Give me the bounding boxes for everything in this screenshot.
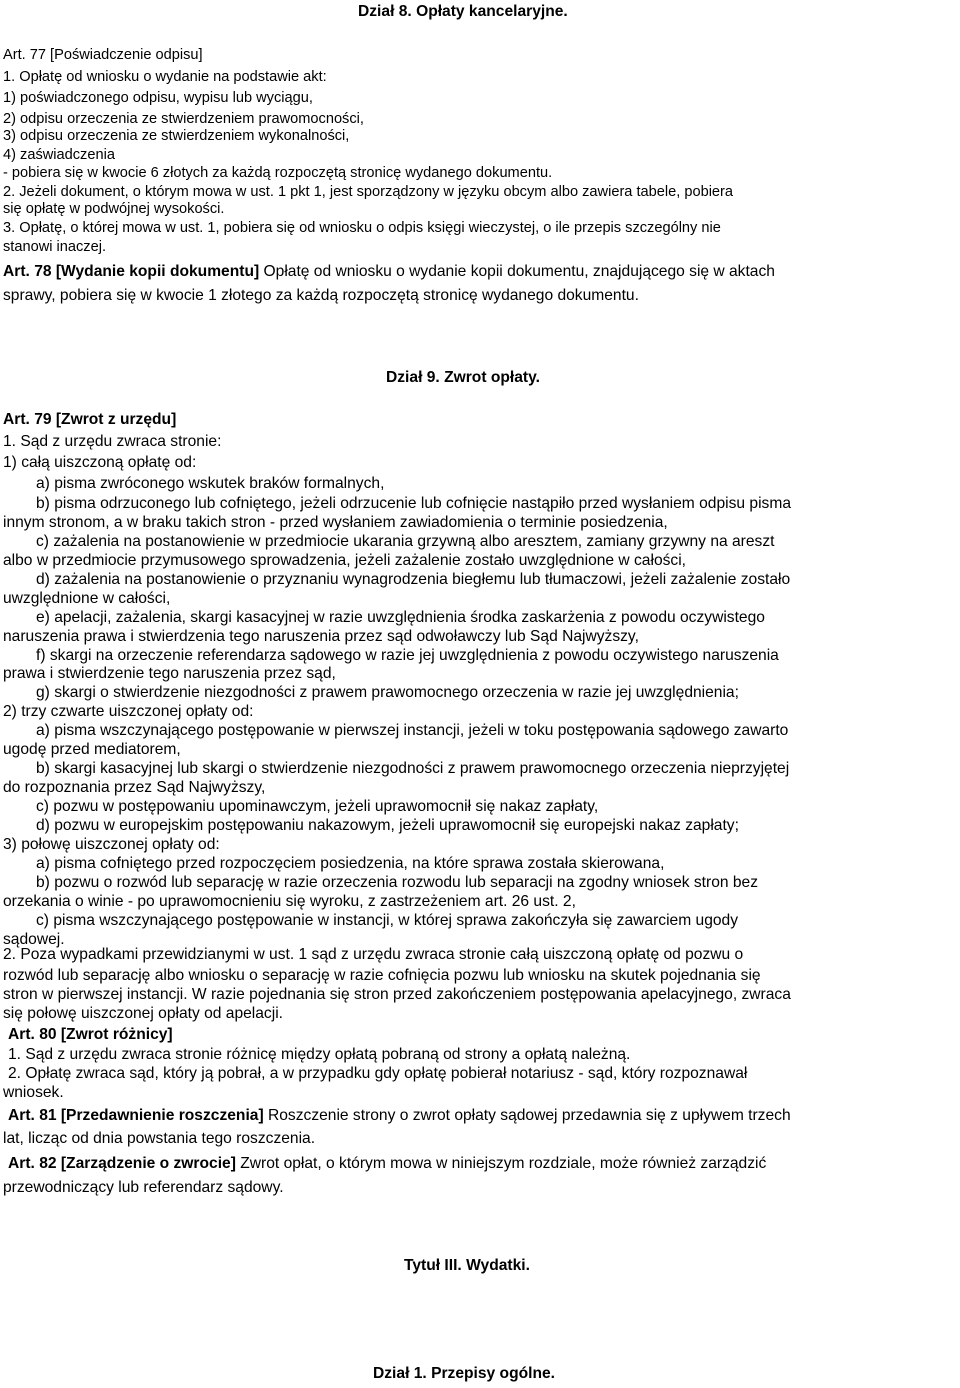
- art-79-line: c) pozwu w postępowaniu upominawczym, jeżeli uprawomocnił się nakaz zapłaty,: [36, 798, 599, 815]
- art-79-line: c) pisma wszczynającego postępowanie w instancji, w której sprawa zakończyła się zawarciem ugody: [36, 912, 739, 929]
- art-80-title: Art. 80 [Zwrot różnicy]: [8, 1026, 173, 1043]
- art-79-line: f) skargi na orzeczenie referendarza sądowego w razie jej uwzględnienia z powodu oczywistego naruszenia: [36, 647, 779, 664]
- art-82-title: Art. 82 [Zarządzenie o zwrocie]: [8, 1155, 236, 1172]
- art-79-line: b) pozwu o rozwód lub separację w razie orzeczenia rozwodu lub separacji na zgodny wniosek stron bez: [36, 874, 759, 891]
- art-77-line: stanowi inaczej.: [3, 239, 107, 255]
- art-77-line: 2. Jeżeli dokument, o którym mowa w ust. 1 pkt 1, jest sporządzony w języku obcym albo zawiera tabele, pobiera: [3, 184, 734, 200]
- art-81-line: lat, licząc od dnia powstania tego roszczenia.: [3, 1130, 316, 1147]
- art-77-line: 1) poświadczonego odpisu, wypisu lub wyciągu,: [3, 90, 313, 106]
- art-78-title: Art. 78 [Wydanie kopii dokumentu]: [3, 263, 260, 280]
- art-79-line: się połowę uiszczonej opłaty od apelacji.: [3, 1005, 283, 1022]
- art-79-line: prawa i stwierdzenie tego naruszenia przez sąd,: [3, 665, 336, 682]
- section-1-heading: Dział 1. Przepisy ogólne.: [373, 1365, 555, 1382]
- art-79-line: b) skargi kasacyjnej lub skargi o stwierdzenie niezgodności z prawem prawomocnego orzeczenia nieprzyjętej: [36, 760, 790, 777]
- art-78-line: [3, 264, 957, 280]
- art-79-line: uwzględnione w całości,: [3, 590, 171, 607]
- art-77-line: 2) odpisu orzeczenia ze stwierdzeniem prawomocności,: [3, 111, 364, 127]
- art-79-line: a) pisma wszczynającego postępowanie w pierwszej instancji, jeżeli w toku postępowania sądowego zawarto: [36, 722, 789, 739]
- art-78-line: sprawy, pobiera się w kwocie 1 złotego za każdą rozpoczętą stronicę wydanego dokumentu.: [3, 287, 639, 304]
- art-79-line: rozwód lub separację albo wniosku o separację w razie cofnięcia pozwu lub wniosku na skutek pojednania się: [3, 967, 761, 984]
- art-82-line: [8, 1156, 957, 1172]
- art-79-line: d) pozwu w europejskim postępowaniu nakazowym, jeżeli uprawomocnił się europejski nakaz zapłaty;: [36, 817, 739, 834]
- art-79-title: Art. 79 [Zwrot z urzędu]: [3, 411, 177, 428]
- art-77-line: 3) odpisu orzeczenia ze stwierdzeniem wykonalności,: [3, 128, 350, 144]
- art-82-line: przewodniczący lub referendarz sądowy.: [3, 1179, 284, 1196]
- art-79-line: e) apelacji, zażalenia, skargi kasacyjnej w razie uwzględnienia środka zaskarżenia z powodu oczywistego: [36, 609, 765, 626]
- section-9-heading: Dział 9. Zwrot opłaty.: [386, 369, 540, 386]
- art-79-line: 1. Sąd z urzędu zwraca stronie:: [3, 433, 222, 450]
- art-81-line: [8, 1108, 957, 1124]
- art-77-line: 3. Opłatę, o której mowa w ust. 1, pobiera się od wniosku o odpis księgi wieczystej, o ile przepis szczególny nie: [3, 220, 721, 236]
- art-79-line: 2) trzy czwarte uiszczonej opłaty od:: [3, 703, 254, 720]
- art-79-line: naruszenia prawa i stwierdzenia tego naruszenia przez sąd odwoławczy lub Sąd Najwyższy,: [3, 628, 639, 645]
- art-79-line: do rozpoznania przez Sąd Najwyższy,: [3, 779, 266, 796]
- title-3-heading: Tytuł III. Wydatki.: [404, 1257, 530, 1274]
- art-81-title: Art. 81 [Przedawnienie roszczenia]: [8, 1107, 264, 1124]
- art-79-line: d) zażalenia na postanowienie o przyznaniu wynagrodzenia biegłemu lub tłumaczowi, jeżeli zażalenie zostało: [36, 571, 791, 588]
- art-77-line: się opłatę w podwójnej wysokości.: [3, 201, 225, 217]
- art-80-line: 1. Sąd z urzędu zwraca stronie różnicę między opłatą pobraną od strony a opłatą należną.: [8, 1046, 631, 1063]
- art-79-line: albo w przedmiocie przymusowego sprowadzenia, jeżeli zażalenie zostało uwzględnione w całości,: [3, 552, 687, 569]
- art-77-title: Art. 77 [Poświadczenie odpisu]: [3, 47, 203, 63]
- art-79-line: g) skargi o stwierdzenie niezgodności z prawem prawomocnego orzeczenia w razie jej uwzględnienia;: [36, 684, 739, 701]
- art-80-line: 2. Opłatę zwraca sąd, który ją pobrał, a w przypadku gdy opłatę pobierał notariusz - sąd, który rozpoznawał: [8, 1065, 748, 1082]
- section-8-heading: Dział 8. Opłaty kancelaryjne.: [358, 3, 568, 20]
- art-79-line: stron w pierwszej instancji. W razie pojednania się stron przed zakończeniem postępowania apelacyjnego, zwraca: [3, 986, 791, 1003]
- art-82-text: Zwrot opłat, o którym mowa w niniejszym rozdziale, może również zarządzić: [240, 1155, 767, 1172]
- art-81-text: Roszczenie strony o zwrot opłaty sądowej przedawnia się z upływem trzech: [268, 1107, 791, 1124]
- art-79-line: b) pisma odrzuconego lub cofniętego, jeżeli odrzucenie lub cofnięcie nastąpiło przed wysłaniem odpisu pisma: [36, 495, 791, 512]
- art-79-line: 1) całą uiszczoną opłatę od:: [3, 454, 197, 471]
- art-79-line: sądowej.: [3, 931, 65, 948]
- art-77-line: - pobiera się w kwocie 6 złotych za każdą rozpoczętą stronicę wydanego dokumentu.: [3, 165, 553, 181]
- art-79-line: 2. Poza wypadkami przewidzianymi w ust. 1 sąd z urzędu zwraca stronie całą uiszczoną opłatę od pozwu o: [3, 946, 744, 963]
- art-77-line: 4) zaświadczenia: [3, 147, 115, 163]
- art-79-line: 3) połowę uiszczonej opłaty od:: [3, 836, 220, 853]
- art-79-line: orzekania o winie - po uprawomocnieniu się wyroku, z zastrzeżeniem art. 26 ust. 2,: [3, 893, 576, 910]
- art-79-line: ugodę przed mediatorem,: [3, 741, 181, 758]
- art-79-line: a) pisma cofniętego przed rozpoczęciem posiedzenia, na które sprawa została skierowana,: [36, 855, 665, 872]
- art-78-text: Opłatę od wniosku o wydanie kopii dokumentu, znajdującego się w aktach: [263, 263, 775, 280]
- art-79-line: a) pisma zwróconego wskutek braków formalnych,: [36, 475, 385, 492]
- art-79-line: innym stronom, a w braku takich stron - przed wysłaniem zawiadomienia o terminie posiedzenia,: [3, 514, 668, 531]
- art-79-line: c) zażalenia na postanowienie w przedmiocie ukarania grzywną albo aresztem, zamiany grzywny na areszt: [36, 533, 775, 550]
- art-80-line: wniosek.: [3, 1084, 64, 1101]
- art-77-line: 1. Opłatę od wniosku o wydanie na podstawie akt:: [3, 69, 327, 85]
